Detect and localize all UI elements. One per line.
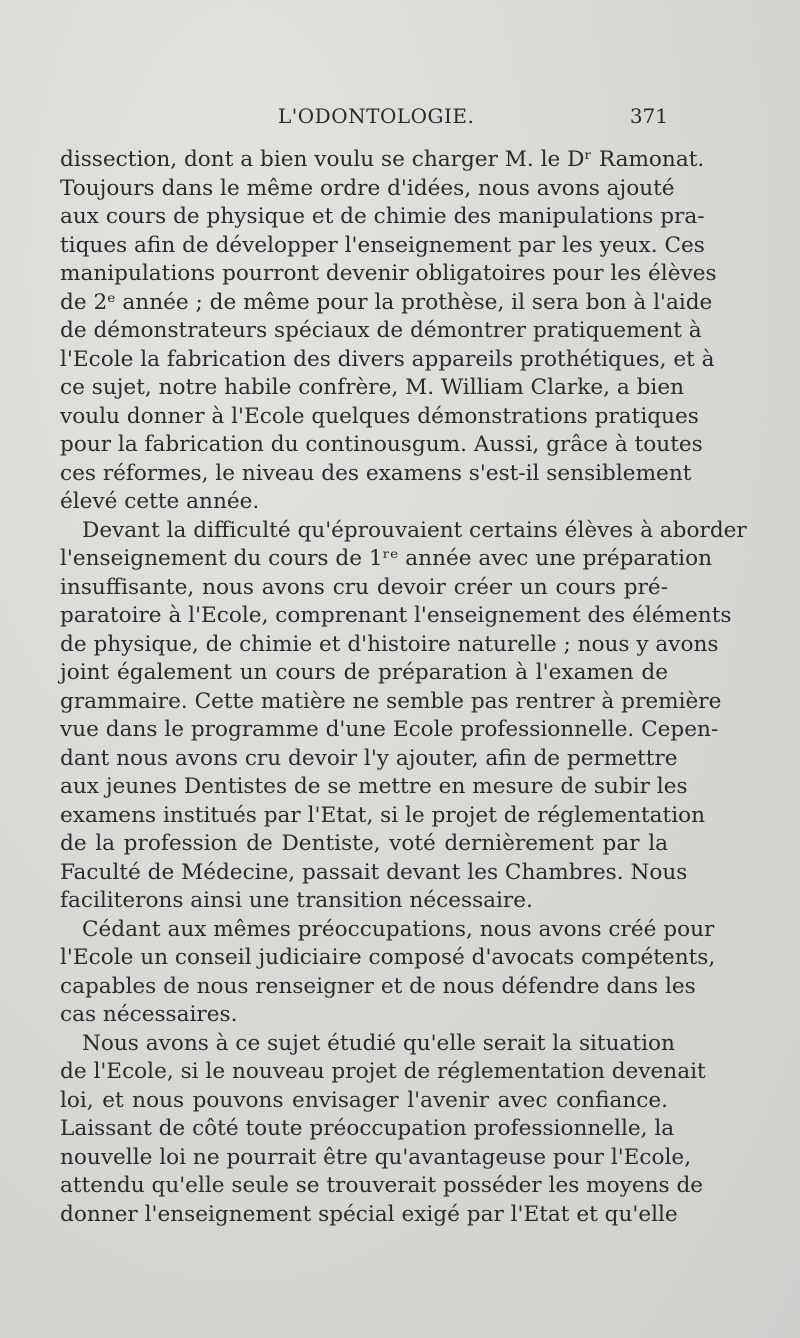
- text-line: examens institués par l'Etat, si le projet de réglementation: [60, 802, 706, 828]
- text-line: dissection, dont a bien voulu se charger M. le Dʳ Ramonat.: [60, 147, 705, 172]
- text-line: l'Ecole un conseil judiciaire composé d'avocats compétents,: [60, 945, 716, 970]
- text-line: Laissant de côté toute préoccupation professionnelle, la: [60, 1116, 675, 1141]
- text-line: joint également un cours de préparation à l'examen de: [60, 660, 668, 685]
- text-line: dant nous avons cru devoir l'y ajouter, afin de permettre: [60, 745, 678, 771]
- text-line: grammaire. Cette matière ne semble pas rentrer à première: [60, 688, 722, 714]
- text-line: cas nécessaires.: [60, 1002, 238, 1027]
- text-line: de physique, de chimie et d'histoire naturelle ; nous y avons: [60, 631, 719, 657]
- text-line: voulu donner à l'Ecole quelques démonstrations pratiques: [60, 403, 699, 429]
- running-title: L'ODONTOLOGIE.: [278, 104, 475, 128]
- text-line: de la profession de Dentiste, voté dernièrement par la: [60, 831, 668, 856]
- text-line: Devant la difficulté qu'éprouvaient certains élèves à aborder: [82, 517, 747, 543]
- text-line: pour la fabrication du continousgum. Aussi, grâce à toutes: [60, 432, 703, 457]
- text-line: capables de nous renseigner et de nous défendre dans les: [60, 973, 696, 999]
- text-line: aux jeunes Dentistes de se mettre en mesure de subir les: [60, 774, 688, 799]
- text-line: Faculté de Médecine, passait devant les Chambres. Nous: [60, 859, 688, 885]
- text-line: faciliterons ainsi une transition nécessaire.: [60, 888, 533, 913]
- text-line: manipulations pourront devenir obligatoires pour les élèves: [60, 261, 717, 286]
- page-number: 371: [629, 104, 668, 128]
- body-text: [60, 146, 747, 1229]
- text-line: tiques afin de développer l'enseignement par les yeux. Ces: [60, 232, 705, 258]
- text-line: ces réformes, le niveau des examens s'est-il sensiblement: [60, 460, 692, 486]
- text-line: attendu qu'elle seule se trouverait posséder les moyens de: [60, 1173, 704, 1198]
- text-line: loi, et nous pouvons envisager l'avenir avec confiance.: [60, 1087, 668, 1113]
- text-line: nouvelle loi ne pourrait être qu'avantageuse pour l'Ecole,: [60, 1144, 692, 1170]
- page-header: [60, 104, 668, 134]
- text-line: Cédant aux mêmes préoccupations, nous avons créé pour: [82, 916, 715, 942]
- paragraph-4: [60, 1030, 706, 1230]
- text-line: de l'Ecole, si le nouveau projet de réglementation devenait: [60, 1059, 706, 1084]
- text-line: aux cours de physique et de chimie des manipulations pra-: [60, 204, 705, 229]
- text-line: élevé cette année.: [60, 489, 260, 514]
- text-line: Nous avons à ce sujet étudié qu'elle serait la situation: [82, 1030, 675, 1056]
- text-line: vue dans le programme d'une Ecole professionnelle. Cepen-: [60, 717, 719, 742]
- text-line: de 2ᵉ année ; de même pour la prothèse, il sera bon à l'aide: [60, 289, 713, 315]
- text-line: donner l'enseignement spécial exigé par l'Etat et qu'elle: [60, 1201, 678, 1227]
- paragraph-2: [60, 517, 747, 916]
- text-line: de démonstrateurs spéciaux de démontrer pratiquement à: [60, 318, 702, 343]
- text-line: ce sujet, notre habile confrère, M. William Clarke, a bien: [60, 375, 685, 400]
- text-line: l'enseignement du cours de 1ʳᵉ année avec une préparation: [60, 546, 712, 571]
- text-line: insuffisante, nous avons cru devoir créer un cours pré-: [60, 574, 668, 600]
- paragraph-3: [60, 916, 716, 1030]
- text-line: Toujours dans le même ordre d'idées, nous avons ajouté: [60, 175, 675, 201]
- paragraph-1: [60, 146, 717, 517]
- text-line: l'Ecole la fabrication des divers appareils prothétiques, et à: [60, 346, 715, 372]
- text-line: paratoire à l'Ecole, comprenant l'enseignement des éléments: [60, 603, 732, 628]
